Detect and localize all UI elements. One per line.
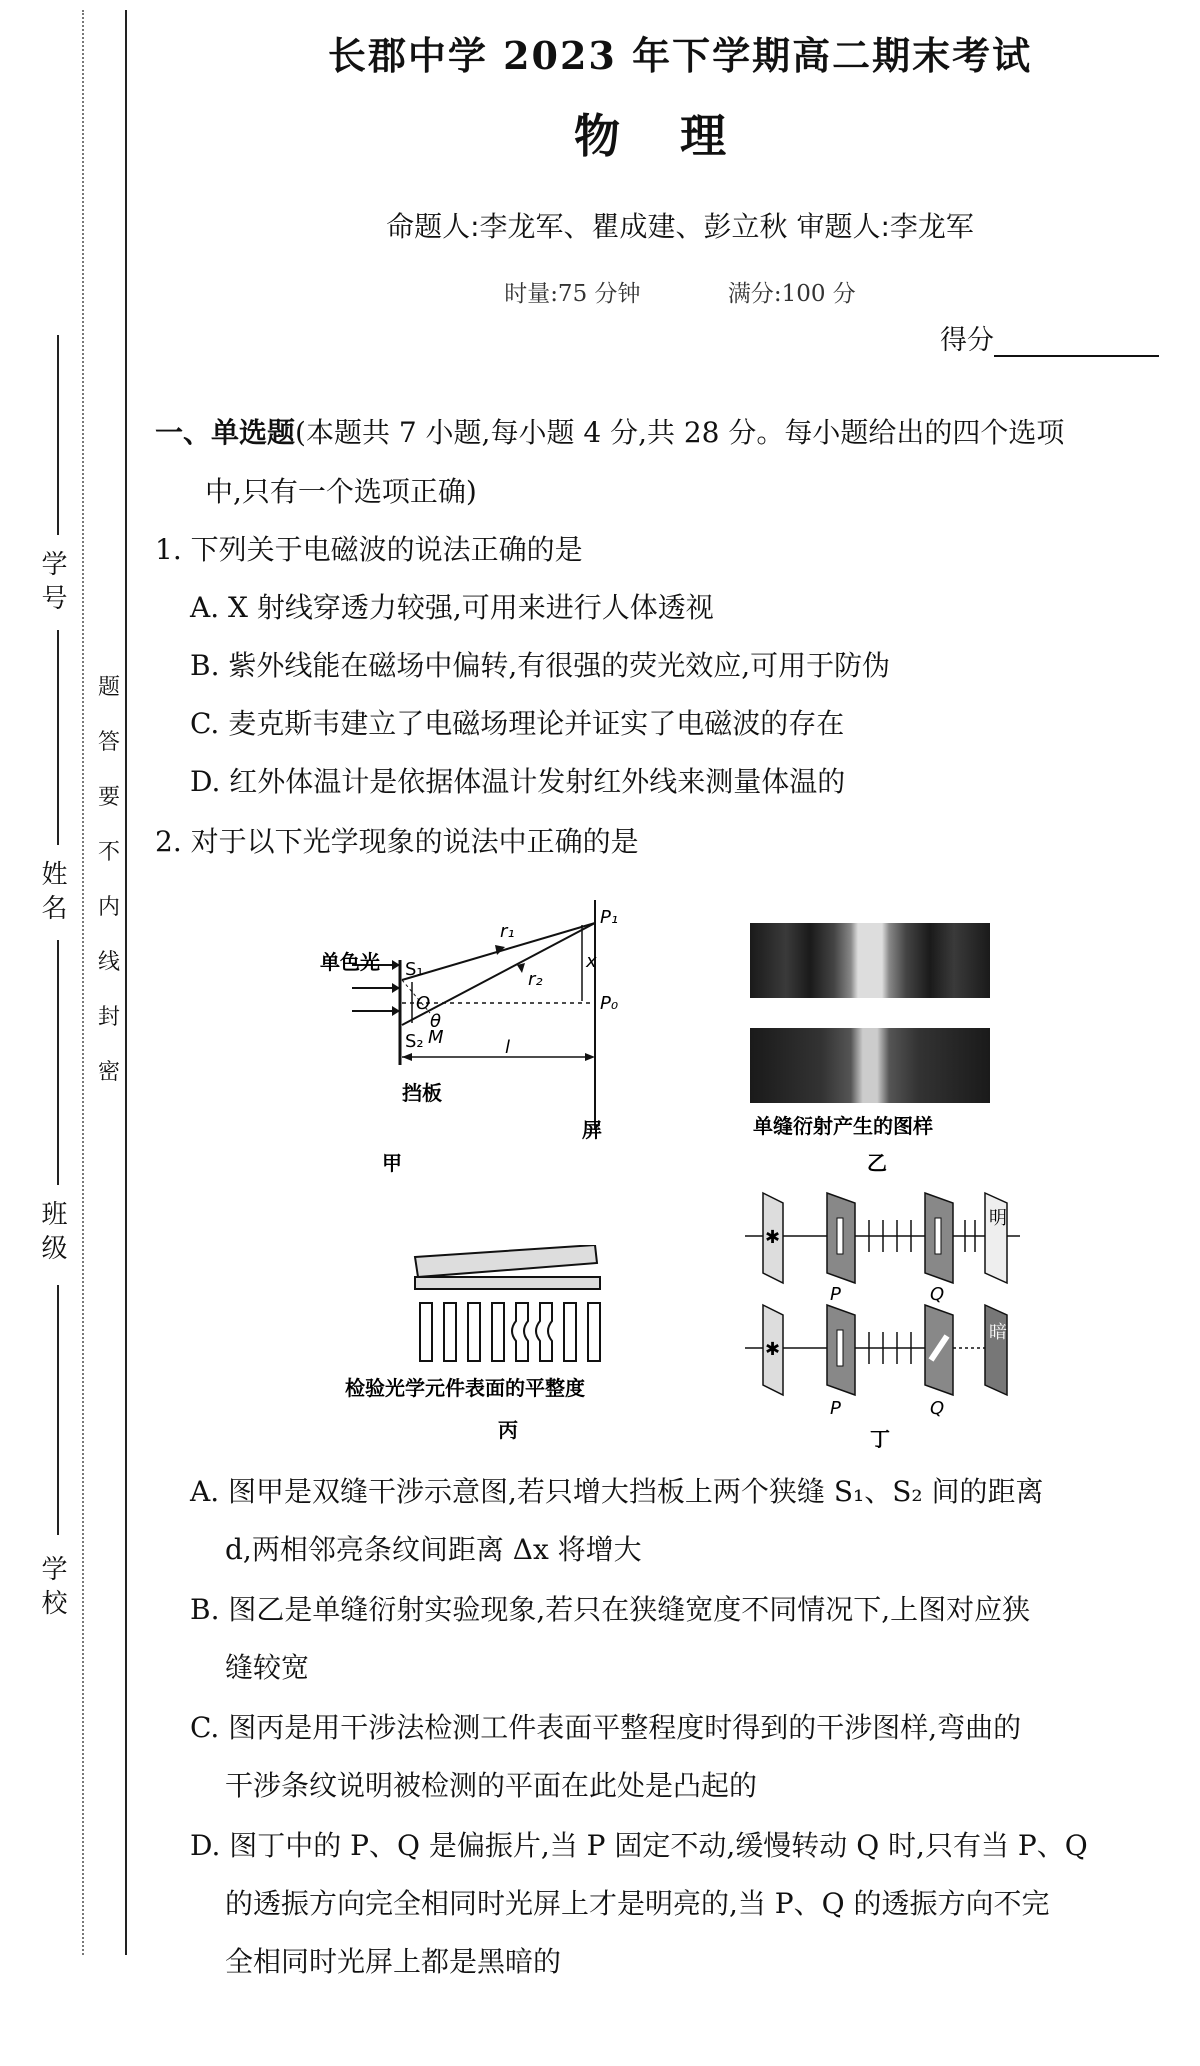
q-slit — [935, 1218, 941, 1254]
seal-char: 封 — [97, 1005, 120, 1030]
q2-stem: 2. 对于以下光学现象的说法中正确的是 — [155, 825, 639, 858]
q2-option-d-line1: D. 图丁中的 P、Q 是偏振片,当 P 固定不动,缓慢转动 Q 时,只有当 P、Q — [190, 1829, 1088, 1862]
label-p0: P₀ — [600, 993, 619, 1014]
base-plate — [415, 1277, 600, 1289]
note-yi: 单缝衍射产生的图样 — [753, 1114, 933, 1138]
section-header — [155, 413, 1165, 453]
diffraction-pattern-bottom — [750, 1028, 990, 1103]
seal-line-notice — [95, 660, 123, 1100]
q2-option-c-line2: 干涉条纹说明被检测的平面在此处是凸起的 — [225, 1769, 758, 1802]
label-r2: r₂ — [528, 969, 543, 990]
score-box — [940, 318, 1159, 357]
label-q-bottom: Q — [930, 1398, 945, 1419]
class-label: 班 级 — [37, 1199, 67, 1261]
time-limit: 时量:75 分钟 — [504, 281, 641, 307]
q2-option-a-line1: A. 图甲是双缝干涉示意图,若只增大挡板上两个狭缝 S₁、S₂ 间的距离 — [190, 1475, 1044, 1508]
caption-jia: 甲 — [382, 1151, 402, 1175]
q2-option-d-line3: 全相同时光屏上都是黑暗的 — [225, 1945, 562, 1978]
score-label: 得分 — [940, 325, 994, 356]
figure-single-slit — [745, 918, 1015, 1183]
star-icon: ✱ — [765, 1339, 781, 1360]
fringe — [468, 1303, 480, 1361]
caption-ding: 丁 — [870, 1427, 890, 1451]
q1-option-d: D. 红外体温计是依据体温计发射红外线来测量体温的 — [190, 765, 846, 798]
label-s2: S₂ — [405, 1031, 424, 1052]
section-desc-1: (本题共 7 小题,每小题 4 分,共 28 分。每小题给出的四个选项 — [295, 416, 1065, 449]
exam-info — [160, 275, 1200, 308]
label-s1: S₁ — [405, 959, 424, 980]
polarizer-row-bright — [745, 1193, 1020, 1305]
q2-option-d-line2: 的透振方向完全相同时光屏上才是明亮的,当 P、Q 的透振方向不完 — [225, 1887, 1050, 1920]
label-m: M — [428, 1027, 444, 1048]
caption-bing: 丙 — [498, 1418, 518, 1442]
label-p1: P₁ — [600, 907, 619, 928]
figure-polarizers — [745, 1188, 1035, 1453]
solid-binding-line — [125, 10, 127, 1955]
note-bing: 检验光学元件表面的平整度 — [345, 1376, 585, 1400]
full-score: 满分:100 分 — [727, 281, 856, 307]
subject-title: 物理 — [574, 109, 786, 163]
fringe — [588, 1303, 600, 1361]
label-p-top: P — [830, 1284, 841, 1305]
school-label: 学 校 — [37, 1554, 67, 1616]
q2-option-b-line1: B. 图乙是单缝衍射实验现象,若只在狭缝宽度不同情况下,上图对应狭 — [190, 1593, 1031, 1626]
seal-char: 内 — [97, 895, 120, 920]
label-dark: 暗 — [989, 1322, 1007, 1343]
q2-option-c-line1: C. 图丙是用干涉法检测工件表面平整程度时得到的干涉图样,弯曲的 — [190, 1711, 1022, 1744]
diffraction-pattern-top — [750, 923, 990, 998]
p-slit — [837, 1218, 843, 1254]
score-blank[interactable] — [994, 329, 1159, 357]
seal-char: 答 — [97, 730, 120, 755]
q2-option-a-line2: d,两相邻亮条纹间距离 Δx 将增大 — [225, 1533, 642, 1566]
dotted-binding-line — [82, 10, 84, 1955]
caption-yi: 乙 — [867, 1151, 887, 1175]
label-p-bottom: P — [830, 1398, 841, 1419]
q1-stem: 1. 下列关于电磁波的说法正确的是 — [155, 533, 583, 566]
label-l: l — [505, 1037, 511, 1058]
screen-dark — [985, 1305, 1007, 1395]
wedge-glass — [415, 1245, 597, 1277]
seal-char: 要 — [97, 785, 120, 810]
star-icon: ✱ — [765, 1227, 781, 1248]
label-screen: 屏 — [582, 1118, 602, 1142]
fringe — [444, 1303, 456, 1361]
interference-fringes — [420, 1303, 600, 1361]
q1-option-b: B. 紫外线能在磁场中偏转,有很强的荧光效应,可用于防伪 — [190, 649, 891, 682]
label-baffle: 挡板 — [402, 1081, 442, 1105]
school-line — [57, 1285, 59, 1535]
fringe-curved — [512, 1303, 528, 1361]
arrow-head — [402, 1053, 412, 1061]
seal-char: 不 — [97, 840, 120, 865]
section-title: 一、单选题 — [155, 416, 296, 449]
label-o: O — [416, 993, 431, 1014]
fringe — [492, 1303, 504, 1361]
ray-r2 — [402, 923, 595, 1025]
label-x: x — [586, 951, 597, 972]
p-slit — [837, 1330, 843, 1366]
fringe — [564, 1303, 576, 1361]
name-line — [57, 630, 59, 845]
class-line — [57, 940, 59, 1185]
seal-char: 线 — [97, 950, 120, 975]
student-id-line — [57, 335, 59, 535]
polarizer-row-dark — [745, 1305, 1007, 1419]
fringe — [420, 1303, 432, 1361]
figure-flatness — [340, 1245, 660, 1445]
label-theta: θ — [430, 1011, 442, 1032]
label-light: 单色光 — [320, 950, 380, 974]
figure-double-slit — [320, 885, 620, 1175]
name-label: 姓 名 — [37, 859, 67, 921]
screen-bright — [985, 1193, 1007, 1283]
q2-option-b-line2: 缝较宽 — [225, 1651, 310, 1684]
seal-char: 题 — [97, 675, 120, 700]
arrow-head — [585, 1053, 595, 1061]
fringe-curved — [536, 1303, 552, 1361]
q1-option-c: C. 麦克斯韦建立了电磁场理论并证实了电磁波的存在 — [190, 707, 845, 740]
authors: 命题人:李龙军、瞿成建、彭立秋 审题人:李龙军 — [386, 210, 974, 243]
student-id-label: 学 号 — [37, 549, 67, 611]
exam-title: 长郡中学 2023 年下学期高二期末考试 — [327, 33, 1033, 78]
seal-char: 密 — [97, 1060, 120, 1085]
label-r1: r₁ — [500, 921, 515, 942]
q1-option-a: A. X 射线穿透力较强,可用来进行人体透视 — [190, 591, 714, 624]
section-desc-2: 中,只有一个选项正确) — [205, 475, 477, 508]
label-bright: 明 — [989, 1208, 1007, 1229]
label-q-top: Q — [930, 1284, 945, 1305]
